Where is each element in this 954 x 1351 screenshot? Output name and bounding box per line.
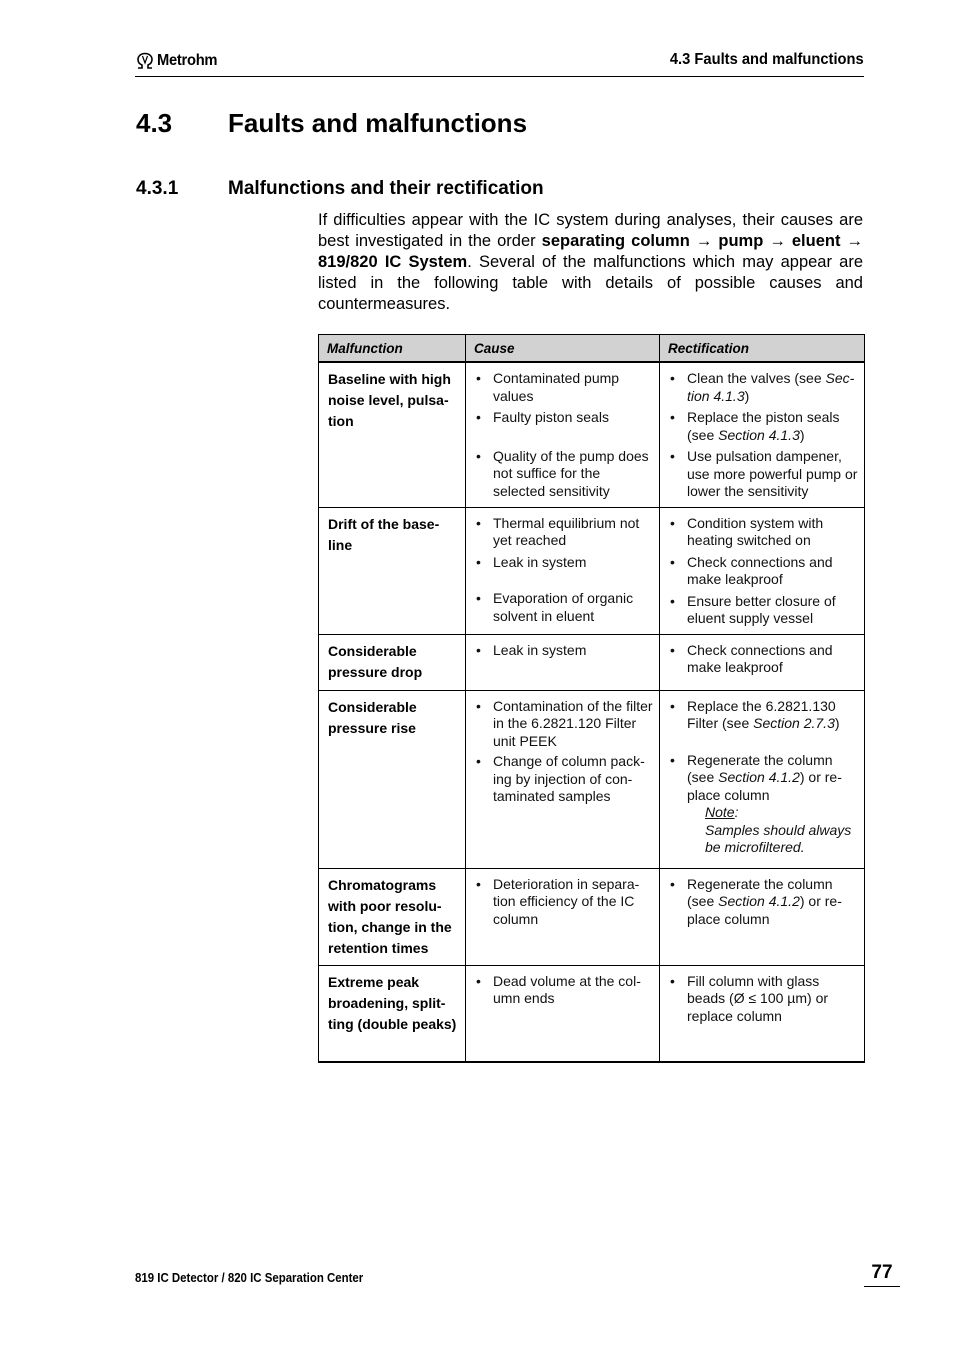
list-item: • Change of column pack-ing by injection of con-taminated samples xyxy=(474,753,655,806)
note-label: Note xyxy=(705,804,735,820)
table-header-row xyxy=(319,335,865,363)
intro-bold-system: 819/820 IC System xyxy=(318,253,468,271)
intro-text-end: . Several of the malfunctions which may appear are listed in the following table with details of possible causes and countermeasures. xyxy=(318,253,863,313)
logo-text: Metrohm xyxy=(157,52,218,69)
metrohm-logo xyxy=(135,50,222,72)
header-section-title: 4.3 Faults and malfunctions xyxy=(670,51,864,68)
malfunction-cell: Considerable pressure rise xyxy=(319,690,466,868)
table-row xyxy=(319,507,865,634)
list-item: • Use pulsation dampener, use more powerful pump or lower the sensitivity xyxy=(668,448,860,501)
arrow-2: → xyxy=(769,232,786,250)
list-item: • Thermal equilibrium not yet reached xyxy=(474,515,655,550)
list-item: • Contamination of the filter in the 6.2821.120 Filter unit PEEK xyxy=(474,698,655,751)
table-row xyxy=(319,362,865,507)
column-header: Cause xyxy=(466,335,660,363)
note: Note: Samples should always be microfiltered. xyxy=(705,804,852,855)
section-title: Faults and malfunctions xyxy=(228,108,528,138)
intro-bold-pump: pump xyxy=(718,232,764,250)
intro-bold-separating-column: separating column xyxy=(541,232,690,250)
list-item: • Regenerate the column (see Section 4.1.2) or re-place column Note: Samples should always be microfiltered. xyxy=(668,752,860,857)
list-item: • Clean the valves (see Sec-tion 4.1.3) xyxy=(668,370,860,405)
list-item: • Check connections and make leakproof xyxy=(668,642,860,677)
intro-bold-eluent: eluent xyxy=(791,232,841,250)
list-item: • Ensure better closure of eluent supply vessel xyxy=(668,593,860,628)
list-item: • Fill column with glass beads (Ø ≤ 100 µm) or replace column xyxy=(668,973,860,1026)
subsection-number: 4.3.1 xyxy=(136,178,179,199)
malfunction-table xyxy=(318,334,865,1063)
malfunction-cell: Baseline with high noise level, pulsa-tion xyxy=(319,362,466,507)
cause-cell xyxy=(466,634,660,690)
list-item: • Replace the 6.2821.130 Filter (see Section 2.7.3) xyxy=(668,698,860,733)
arrow-3: → xyxy=(846,232,863,250)
list-item: • Regenerate the column (see Section 4.1.2) or re-place column xyxy=(668,876,860,929)
section-heading xyxy=(136,108,527,139)
list-item: • Evaporation of organic solvent in eluent xyxy=(474,590,655,625)
intro-text: If difficulties appear with the IC system during analyses, their causes are best investigated in the order xyxy=(318,211,863,250)
cause-cell xyxy=(466,965,660,1062)
list-item: • Replace the piston seals (see Section 4.1.3) xyxy=(668,409,860,444)
table-row xyxy=(319,690,865,868)
rectification-cell xyxy=(660,690,865,868)
list-item: • Contaminated pump values xyxy=(474,370,655,405)
subsection-title: Malfunctions and their rectification xyxy=(228,178,544,199)
list-item: • Leak in system xyxy=(474,554,655,572)
list-item: • Quality of the pump does not suffice for the selected sensitivity xyxy=(474,448,655,501)
cause-cell xyxy=(466,362,660,507)
rectification-cell xyxy=(660,868,865,965)
note-text: Samples should always be microfiltered. xyxy=(705,821,852,855)
footer-document-title: 819 IC Detector / 820 IC Separation Center xyxy=(135,1270,364,1285)
list-item: • Check connections and make leakproof xyxy=(668,554,860,589)
metrohm-omega-icon xyxy=(135,52,155,70)
rectification-cell xyxy=(660,362,865,507)
malfunction-cell: Drift of the base-line xyxy=(319,507,466,634)
intro-paragraph xyxy=(318,210,863,315)
arrow-1: → xyxy=(695,232,713,250)
cause-cell xyxy=(466,507,660,634)
section-number: 4.3 xyxy=(136,108,173,138)
list-item: • Leak in system xyxy=(474,642,655,660)
rectification-cell xyxy=(660,634,865,690)
cause-cell xyxy=(466,868,660,965)
rectification-cell xyxy=(660,507,865,634)
list-item: • Deterioration in separa-tion efficiency of the IC column xyxy=(474,876,655,929)
page-number: 77 xyxy=(864,1262,900,1287)
list-item: • Faulty piston seals xyxy=(474,409,655,427)
table-row xyxy=(319,868,865,965)
list-item: • Dead volume at the col-umn ends xyxy=(474,973,655,1008)
subsection-heading xyxy=(136,178,544,200)
column-header: Rectification xyxy=(660,335,865,363)
cause-cell xyxy=(466,690,660,868)
list-item: • Condition system with heating switched on xyxy=(668,515,860,550)
malfunction-cell: Extreme peak broadening, split-ting (double peaks) xyxy=(319,965,466,1062)
malfunction-cell: Considerable pressure drop xyxy=(319,634,466,690)
malfunction-cell: Chromatograms with poor resolu-tion, change in the retention times xyxy=(319,868,466,965)
table-row xyxy=(319,965,865,1062)
table-row xyxy=(319,634,865,690)
column-header: Malfunction xyxy=(319,335,466,363)
rectification-cell xyxy=(660,965,865,1062)
page-header xyxy=(135,50,864,77)
